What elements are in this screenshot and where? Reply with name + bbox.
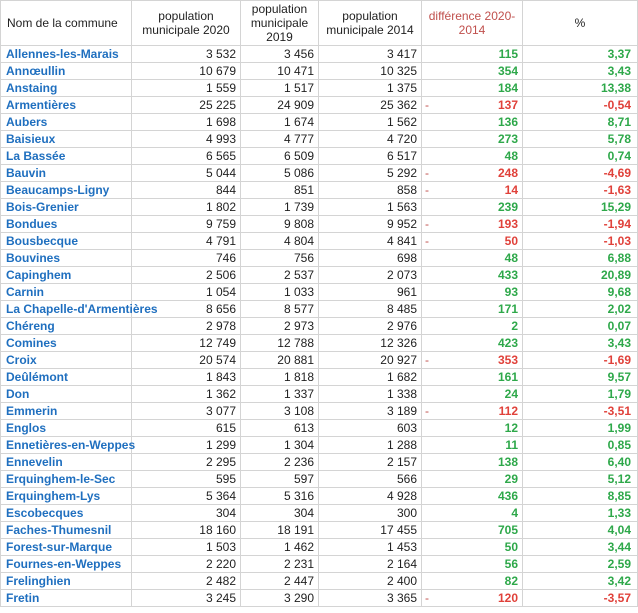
table-row xyxy=(1,437,638,454)
difference-cell[interactable] xyxy=(422,97,523,114)
pop-2019-cell[interactable]: 5 316 xyxy=(241,488,319,505)
difference-value: 48 xyxy=(504,149,518,163)
difference-value: 423 xyxy=(497,336,518,350)
table-row xyxy=(1,216,638,233)
commune-name-cell[interactable]: Ennevelin xyxy=(1,454,132,471)
pop-2014-cell[interactable]: 2 164 xyxy=(319,556,422,573)
commune-name-cell[interactable]: Fretin xyxy=(1,590,132,607)
pop-2014-cell[interactable]: 603 xyxy=(319,420,422,437)
percent-cell[interactable]: 9,68 xyxy=(523,284,638,301)
percent-cell[interactable]: 1,33 xyxy=(523,505,638,522)
pop-2020-cell[interactable]: 20 574 xyxy=(132,352,241,369)
table-row xyxy=(1,148,638,165)
header-pop-2019[interactable]: population municipale 2019 xyxy=(241,1,319,46)
pop-2014-cell[interactable]: 300 xyxy=(319,505,422,522)
pop-2019-cell[interactable]: 2 973 xyxy=(241,318,319,335)
percent-cell[interactable]: 3,43 xyxy=(523,63,638,80)
pop-2019-cell[interactable]: 1 033 xyxy=(241,284,319,301)
pop-2014-cell[interactable]: 858 xyxy=(319,182,422,199)
commune-name-cell[interactable]: Comines xyxy=(1,335,132,352)
pop-2019-cell[interactable]: 3 456 xyxy=(241,46,319,63)
pop-2020-cell[interactable]: 615 xyxy=(132,420,241,437)
pop-2019-cell[interactable]: 2 236 xyxy=(241,454,319,471)
table-row xyxy=(1,318,638,335)
difference-value: 24 xyxy=(504,387,518,401)
pop-2014-cell[interactable]: 1 682 xyxy=(319,369,422,386)
table-row xyxy=(1,386,638,403)
difference-cell[interactable] xyxy=(422,148,523,165)
difference-value: 56 xyxy=(504,557,518,571)
pop-2020-cell[interactable]: 1 802 xyxy=(132,199,241,216)
difference-value: 184 xyxy=(497,81,518,95)
difference-cell[interactable] xyxy=(422,63,523,80)
pop-2014-cell[interactable]: 4 720 xyxy=(319,131,422,148)
difference-cell[interactable] xyxy=(422,182,523,199)
pop-2014-cell[interactable]: 1 562 xyxy=(319,114,422,131)
pop-2014-cell[interactable]: 8 485 xyxy=(319,301,422,318)
pop-2020-cell[interactable]: 746 xyxy=(132,250,241,267)
table-row xyxy=(1,454,638,471)
pop-2020-cell[interactable]: 3 077 xyxy=(132,403,241,420)
percent-cell[interactable]: 2,59 xyxy=(523,556,638,573)
difference-cell[interactable] xyxy=(422,284,523,301)
table-row xyxy=(1,556,638,573)
pop-2019-cell[interactable]: 613 xyxy=(241,420,319,437)
difference-cell[interactable] xyxy=(422,590,523,607)
percent-cell[interactable]: 0,74 xyxy=(523,148,638,165)
header-difference[interactable]: différence 2020-2014 xyxy=(422,1,523,46)
pop-2020-cell[interactable]: 5 364 xyxy=(132,488,241,505)
commune-name-cell[interactable]: Bauvin xyxy=(1,165,132,182)
table-row xyxy=(1,97,638,114)
difference-value: 248 xyxy=(497,166,518,180)
table-row xyxy=(1,488,638,505)
pop-2019-cell[interactable]: 3 108 xyxy=(241,403,319,420)
pop-2019-cell[interactable]: 8 577 xyxy=(241,301,319,318)
difference-value: 193 xyxy=(497,217,518,231)
percent-cell[interactable]: 6,88 xyxy=(523,250,638,267)
header-percent[interactable]: % xyxy=(523,1,638,46)
table-row xyxy=(1,352,638,369)
difference-cell[interactable] xyxy=(422,46,523,63)
commune-name-cell[interactable]: Allennes-les-Marais xyxy=(1,46,132,63)
pop-2020-cell[interactable]: 2 482 xyxy=(132,573,241,590)
header-pop-2014[interactable]: population municipale 2014 xyxy=(319,1,422,46)
pop-2019-cell[interactable]: 3 290 xyxy=(241,590,319,607)
commune-name-cell[interactable]: Chéreng xyxy=(1,318,132,335)
commune-name-cell[interactable]: Fournes-en-Weppes xyxy=(1,556,132,573)
pop-2020-cell[interactable]: 4 791 xyxy=(132,233,241,250)
pop-2019-cell[interactable]: 1 739 xyxy=(241,199,319,216)
difference-value: 2 xyxy=(511,319,518,333)
commune-name-cell[interactable]: Anstaing xyxy=(1,80,132,97)
difference-value: 12 xyxy=(504,421,518,435)
pop-2014-cell[interactable]: 5 292 xyxy=(319,165,422,182)
pop-2019-cell[interactable]: 18 191 xyxy=(241,522,319,539)
difference-value: 120 xyxy=(497,591,518,605)
pop-2020-cell[interactable]: 9 759 xyxy=(132,216,241,233)
pop-2020-cell[interactable]: 1 362 xyxy=(132,386,241,403)
difference-value: 436 xyxy=(497,489,518,503)
pop-2019-cell[interactable]: 851 xyxy=(241,182,319,199)
pop-2020-cell[interactable]: 2 220 xyxy=(132,556,241,573)
table-row xyxy=(1,590,638,607)
table-row xyxy=(1,301,638,318)
difference-cell[interactable] xyxy=(422,335,523,352)
pop-2014-cell[interactable]: 961 xyxy=(319,284,422,301)
difference-value: 50 xyxy=(504,234,518,248)
table-body xyxy=(1,46,638,607)
difference-value: 136 xyxy=(497,115,518,129)
commune-name-cell[interactable]: Armentières xyxy=(1,97,132,114)
pop-2019-cell[interactable]: 1 674 xyxy=(241,114,319,131)
difference-cell[interactable] xyxy=(422,131,523,148)
difference-cell[interactable] xyxy=(422,556,523,573)
table-row xyxy=(1,199,638,216)
commune-name-cell[interactable]: Bondues xyxy=(1,216,132,233)
difference-value: 4 xyxy=(511,506,518,520)
commune-name-cell[interactable]: Croix xyxy=(1,352,132,369)
difference-cell[interactable] xyxy=(422,318,523,335)
difference-value: 115 xyxy=(498,47,518,61)
table-row xyxy=(1,114,638,131)
difference-cell[interactable] xyxy=(422,454,523,471)
pop-2019-cell[interactable]: 5 086 xyxy=(241,165,319,182)
pop-2020-cell[interactable]: 25 225 xyxy=(132,97,241,114)
difference-value: 353 xyxy=(497,353,518,367)
percent-cell[interactable]: 0,07 xyxy=(523,318,638,335)
table-row xyxy=(1,471,638,488)
difference-cell[interactable] xyxy=(422,165,523,182)
pop-2014-cell[interactable]: 25 362 xyxy=(319,97,422,114)
pop-2020-cell[interactable]: 5 044 xyxy=(132,165,241,182)
pop-2020-cell[interactable]: 1 843 xyxy=(132,369,241,386)
table-row xyxy=(1,573,638,590)
pop-2019-cell[interactable]: 12 788 xyxy=(241,335,319,352)
pop-2014-cell[interactable]: 3 365 xyxy=(319,590,422,607)
pop-2014-cell[interactable]: 12 326 xyxy=(319,335,422,352)
difference-cell[interactable] xyxy=(422,352,523,369)
pop-2019-cell[interactable]: 2 537 xyxy=(241,267,319,284)
pop-2019-cell[interactable]: 4 804 xyxy=(241,233,319,250)
pop-2019-cell[interactable]: 1 304 xyxy=(241,437,319,454)
percent-cell[interactable]: -1,63 xyxy=(523,182,638,199)
percent-cell[interactable]: -1,69 xyxy=(523,352,638,369)
pop-2014-cell[interactable]: 6 517 xyxy=(319,148,422,165)
commune-name-cell[interactable]: Englos xyxy=(1,420,132,437)
commune-name-cell[interactable]: Aubers xyxy=(1,114,132,131)
commune-name-cell[interactable]: Frelinghien xyxy=(1,573,132,590)
pop-2014-cell[interactable]: 20 927 xyxy=(319,352,422,369)
commune-name-cell[interactable]: Emmerin xyxy=(1,403,132,420)
difference-sign: - xyxy=(425,591,429,605)
commune-name-cell[interactable]: Bousbecque xyxy=(1,233,132,250)
pop-2019-cell[interactable]: 10 471 xyxy=(241,63,319,80)
commune-name-cell[interactable]: Beaucamps-Ligny xyxy=(1,182,132,199)
pop-2019-cell[interactable]: 597 xyxy=(241,471,319,488)
table-row xyxy=(1,80,638,97)
table-row xyxy=(1,369,638,386)
pop-2014-cell[interactable]: 9 952 xyxy=(319,216,422,233)
difference-value: 14 xyxy=(504,183,518,197)
header-commune[interactable]: Nom de la commune xyxy=(1,1,132,46)
table-row xyxy=(1,267,638,284)
table-row xyxy=(1,335,638,352)
difference-cell[interactable] xyxy=(422,573,523,590)
difference-cell[interactable] xyxy=(422,539,523,556)
difference-value: 82 xyxy=(504,574,518,588)
difference-value: 705 xyxy=(497,523,518,537)
pop-2020-cell[interactable]: 1 698 xyxy=(132,114,241,131)
pop-2020-cell[interactable]: 18 160 xyxy=(132,522,241,539)
table-row xyxy=(1,131,638,148)
table-row xyxy=(1,522,638,539)
table-row xyxy=(1,233,638,250)
commune-name-cell[interactable]: Annœullin xyxy=(1,63,132,80)
pop-2019-cell[interactable]: 6 509 xyxy=(241,148,319,165)
difference-cell[interactable] xyxy=(422,301,523,318)
difference-value: 433 xyxy=(497,268,518,282)
percent-cell[interactable]: 3,37 xyxy=(523,46,638,63)
pop-2014-cell[interactable]: 1 375 xyxy=(319,80,422,97)
difference-cell[interactable] xyxy=(422,199,523,216)
percent-cell[interactable]: 6,40 xyxy=(523,454,638,471)
pop-2014-cell[interactable]: 4 928 xyxy=(319,488,422,505)
pop-2019-cell[interactable]: 1 517 xyxy=(241,80,319,97)
commune-name-cell[interactable]: Erquinghem-le-Sec xyxy=(1,471,132,488)
pop-2014-cell[interactable]: 10 325 xyxy=(319,63,422,80)
difference-cell[interactable] xyxy=(422,471,523,488)
difference-value: 239 xyxy=(497,200,518,214)
commune-name-cell[interactable]: Ennetières-en-Weppes xyxy=(1,437,132,454)
difference-cell[interactable] xyxy=(422,505,523,522)
pop-2019-cell[interactable]: 9 808 xyxy=(241,216,319,233)
percent-cell[interactable]: -0,54 xyxy=(523,97,638,114)
percent-cell[interactable]: 4,04 xyxy=(523,522,638,539)
difference-cell[interactable] xyxy=(422,488,523,505)
percent-cell[interactable]: -1,03 xyxy=(523,233,638,250)
pop-2019-cell[interactable]: 4 777 xyxy=(241,131,319,148)
difference-cell[interactable] xyxy=(422,437,523,454)
table-row xyxy=(1,165,638,182)
difference-value: 93 xyxy=(504,285,518,299)
pop-2020-cell[interactable]: 3 245 xyxy=(132,590,241,607)
pop-2020-cell[interactable]: 3 532 xyxy=(132,46,241,63)
pop-2014-cell[interactable]: 3 417 xyxy=(319,46,422,63)
difference-sign: - xyxy=(425,404,429,418)
percent-cell[interactable]: 1,99 xyxy=(523,420,638,437)
percent-cell[interactable]: 3,43 xyxy=(523,335,638,352)
difference-value: 171 xyxy=(497,302,518,316)
pop-2020-cell[interactable]: 844 xyxy=(132,182,241,199)
table-row xyxy=(1,284,638,301)
difference-sign: - xyxy=(425,353,429,367)
pop-2020-cell[interactable]: 595 xyxy=(132,471,241,488)
difference-value: 112 xyxy=(498,404,518,418)
header-pop-2020[interactable]: population municipale 2020 xyxy=(132,1,241,46)
pop-2020-cell[interactable]: 1 559 xyxy=(132,80,241,97)
commune-name-cell[interactable]: Baisieux xyxy=(1,131,132,148)
percent-cell[interactable]: 8,71 xyxy=(523,114,638,131)
difference-value: 273 xyxy=(497,132,518,146)
percent-cell[interactable]: 8,85 xyxy=(523,488,638,505)
difference-cell[interactable] xyxy=(422,216,523,233)
difference-sign: - xyxy=(425,166,429,180)
commune-name-cell[interactable]: Bois-Grenier xyxy=(1,199,132,216)
difference-cell[interactable] xyxy=(422,80,523,97)
pop-2019-cell[interactable]: 304 xyxy=(241,505,319,522)
pop-2019-cell[interactable]: 20 881 xyxy=(241,352,319,369)
pop-2014-cell[interactable]: 2 976 xyxy=(319,318,422,335)
pop-2019-cell[interactable]: 756 xyxy=(241,250,319,267)
percent-cell[interactable]: 5,78 xyxy=(523,131,638,148)
percent-cell[interactable]: 15,29 xyxy=(523,199,638,216)
difference-value: 161 xyxy=(497,370,518,384)
difference-cell[interactable] xyxy=(422,233,523,250)
percent-cell[interactable]: -1,94 xyxy=(523,216,638,233)
commune-name-cell[interactable]: La Bassée xyxy=(1,148,132,165)
percent-cell[interactable]: 20,89 xyxy=(523,267,638,284)
difference-value: 48 xyxy=(504,251,518,265)
table-row xyxy=(1,250,638,267)
pop-2020-cell[interactable]: 1 054 xyxy=(132,284,241,301)
pop-2019-cell[interactable]: 2 231 xyxy=(241,556,319,573)
pop-2020-cell[interactable]: 1 503 xyxy=(132,539,241,556)
difference-cell[interactable] xyxy=(422,522,523,539)
pop-2014-cell[interactable]: 1 563 xyxy=(319,199,422,216)
pop-2020-cell[interactable]: 10 679 xyxy=(132,63,241,80)
commune-name-cell[interactable]: Capinghem xyxy=(1,267,132,284)
percent-cell[interactable]: 13,38 xyxy=(523,80,638,97)
difference-cell[interactable] xyxy=(422,420,523,437)
pop-2014-cell[interactable]: 4 841 xyxy=(319,233,422,250)
difference-sign: - xyxy=(425,98,429,112)
pop-2014-cell[interactable]: 3 189 xyxy=(319,403,422,420)
pop-2014-cell[interactable]: 17 455 xyxy=(319,522,422,539)
difference-value: 50 xyxy=(504,540,518,554)
pop-2020-cell[interactable]: 12 749 xyxy=(132,335,241,352)
difference-cell[interactable] xyxy=(422,369,523,386)
pop-2020-cell[interactable]: 2 295 xyxy=(132,454,241,471)
difference-sign: - xyxy=(425,183,429,197)
pop-2014-cell[interactable]: 1 453 xyxy=(319,539,422,556)
table-row xyxy=(1,420,638,437)
pop-2014-cell[interactable]: 2 073 xyxy=(319,267,422,284)
percent-cell[interactable]: 5,12 xyxy=(523,471,638,488)
commune-name-cell[interactable]: Bouvines xyxy=(1,250,132,267)
pop-2020-cell[interactable]: 304 xyxy=(132,505,241,522)
difference-sign: - xyxy=(425,217,429,231)
table-row xyxy=(1,539,638,556)
table-row xyxy=(1,505,638,522)
percent-cell[interactable]: 2,02 xyxy=(523,301,638,318)
difference-cell[interactable] xyxy=(422,403,523,420)
percent-cell[interactable]: -3,57 xyxy=(523,590,638,607)
difference-sign: - xyxy=(425,234,429,248)
percent-cell[interactable]: 3,44 xyxy=(523,539,638,556)
pop-2014-cell[interactable]: 1 288 xyxy=(319,437,422,454)
percent-cell[interactable]: 9,57 xyxy=(523,369,638,386)
commune-name-cell[interactable]: Carnin xyxy=(1,284,132,301)
difference-value: 354 xyxy=(497,64,518,78)
pop-2020-cell[interactable]: 8 656 xyxy=(132,301,241,318)
pop-2019-cell[interactable]: 24 909 xyxy=(241,97,319,114)
difference-cell[interactable] xyxy=(422,250,523,267)
percent-cell[interactable]: 3,42 xyxy=(523,573,638,590)
commune-name-cell[interactable]: La Chapelle-d'Armentières xyxy=(1,301,132,318)
commune-name-cell[interactable]: Escobecques xyxy=(1,505,132,522)
pop-2019-cell[interactable]: 1 818 xyxy=(241,369,319,386)
difference-cell[interactable] xyxy=(422,267,523,284)
commune-name-cell[interactable]: Erquinghem-Lys xyxy=(1,488,132,505)
pop-2019-cell[interactable]: 1 462 xyxy=(241,539,319,556)
pop-2020-cell[interactable]: 4 993 xyxy=(132,131,241,148)
difference-value: 138 xyxy=(497,455,518,469)
commune-name-cell[interactable]: Faches-Thumesnil xyxy=(1,522,132,539)
percent-cell[interactable]: 0,85 xyxy=(523,437,638,454)
pop-2014-cell[interactable]: 2 400 xyxy=(319,573,422,590)
pop-2020-cell[interactable]: 6 565 xyxy=(132,148,241,165)
commune-name-cell[interactable]: Deûlémont xyxy=(1,369,132,386)
table-row xyxy=(1,46,638,63)
commune-name-cell[interactable]: Don xyxy=(1,386,132,403)
difference-value: 29 xyxy=(504,472,518,486)
pop-2014-cell[interactable]: 566 xyxy=(319,471,422,488)
pop-2014-cell[interactable]: 1 338 xyxy=(319,386,422,403)
pop-2020-cell[interactable]: 2 506 xyxy=(132,267,241,284)
commune-name-cell[interactable]: Forest-sur-Marque xyxy=(1,539,132,556)
difference-value: 11 xyxy=(505,438,518,452)
pop-2019-cell[interactable]: 1 337 xyxy=(241,386,319,403)
pop-2014-cell[interactable]: 2 157 xyxy=(319,454,422,471)
table-row xyxy=(1,182,638,199)
pop-2019-cell[interactable]: 2 447 xyxy=(241,573,319,590)
percent-cell[interactable]: -4,69 xyxy=(523,165,638,182)
pop-2014-cell[interactable]: 698 xyxy=(319,250,422,267)
difference-value: 137 xyxy=(497,98,518,112)
percent-cell[interactable]: 1,79 xyxy=(523,386,638,403)
header-row xyxy=(1,1,638,46)
table-row xyxy=(1,403,638,420)
difference-cell[interactable] xyxy=(422,386,523,403)
table-row xyxy=(1,63,638,80)
pop-2020-cell[interactable]: 1 299 xyxy=(132,437,241,454)
difference-cell[interactable] xyxy=(422,114,523,131)
pop-2020-cell[interactable]: 2 978 xyxy=(132,318,241,335)
percent-cell[interactable]: -3,51 xyxy=(523,403,638,420)
